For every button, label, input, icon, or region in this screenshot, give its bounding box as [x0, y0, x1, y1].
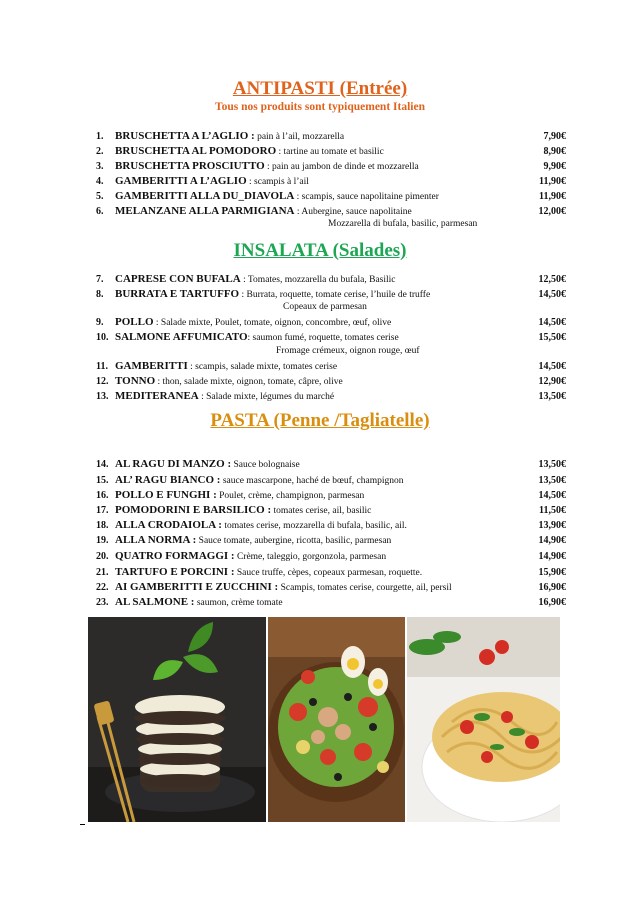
menu-item [96, 374, 566, 389]
menu-item-name [115, 389, 334, 405]
menu-item-price: 14,90€ [538, 535, 566, 546]
menu-item-name [115, 533, 391, 549]
menu-item-number: 16. [96, 490, 109, 501]
menu-item-price: 15,50€ [538, 332, 566, 343]
menu-item-description: Scampis, tomates cerise, courgette, ail, persil [278, 583, 452, 593]
menu-item-name [115, 473, 404, 489]
menu-item-number: 10. [96, 332, 109, 343]
menu-item-price: 11,90€ [539, 176, 566, 187]
menu-item-price: 13,90€ [538, 520, 566, 531]
menu-item-name [115, 374, 343, 390]
menu-item-description: : thon, salade mixte, oignon, tomate, câpre, olive [155, 377, 343, 387]
menu-item-description: : tartine au tomate et basilic [276, 147, 384, 157]
menu-item-description: : Burrata, roquette, tomate cerise, l’huile de truffe [239, 290, 431, 300]
menu-item [96, 473, 566, 488]
menu-item-price: 14,90€ [538, 551, 566, 562]
menu-item-description: Sauce bolognaise [231, 460, 300, 470]
menu-item-price: 14,50€ [538, 361, 566, 372]
menu-item-description: tomates cerise, ail, basilic [271, 506, 372, 516]
menu-item-description: : Salade mixte, Poulet, tomate, oignon, concombre, œuf, olive [153, 318, 392, 328]
menu-item-name [115, 565, 422, 581]
menu-item-name [115, 174, 309, 190]
eggplant-parmigiana-photo-icon [88, 617, 266, 822]
menu-item-name [115, 129, 344, 145]
menu-item-number: 3. [96, 161, 104, 172]
menu-item-description: : scampis, salade mixte, tomates cerise [187, 362, 338, 372]
menu-item-price: 11,50€ [539, 505, 566, 516]
menu-item-price: 8,90€ [543, 146, 566, 157]
menu-item-description: : Aubergine, sauce napolitaine [294, 207, 412, 217]
menu-item-number: 2. [96, 146, 104, 157]
menu-item-description: : Salade mixte, légumes du marché [198, 392, 335, 402]
menu-item-title: MELANZANE ALLA PARMIGIANA [115, 205, 295, 217]
menu-item-title: BURRATA E TARTUFFO [115, 288, 240, 300]
menu-item-name [115, 549, 386, 565]
menu-item-title: BRUSCHETTA A L’AGLIO : [115, 130, 255, 142]
menu-item-number: 17. [96, 505, 109, 516]
menu-item [96, 330, 566, 345]
menu-item-number: 23. [96, 597, 109, 608]
menu-item [96, 144, 566, 159]
insalata-item-10-continuation: Fromage crémeux, oignon rouge, œuf [276, 346, 420, 356]
menu-item-title: POLLO [115, 316, 154, 328]
menu-item-price: 15,90€ [538, 567, 566, 578]
menu-item-title: GAMBERITTI A L’AGLIO [115, 175, 247, 187]
menu-item [96, 503, 566, 518]
antipasti-item-6-continuation: Mozzarella di bufala, basilic, parmesan [328, 219, 478, 229]
menu-item-title: AL RAGU DI MANZO : [115, 458, 232, 470]
tagliatelle-pasta-photo-icon [407, 617, 560, 822]
menu-item-name [115, 272, 396, 288]
menu-item-title: POLLO E FUNGHI : [115, 489, 217, 501]
menu-item-name [115, 144, 384, 160]
menu-item-number: 8. [96, 289, 104, 300]
menu-item-price: 13,50€ [538, 391, 566, 402]
menu-item [96, 533, 566, 548]
menu-item-price: 14,50€ [538, 289, 566, 300]
menu-item-number: 5. [96, 191, 104, 202]
menu-item-name [115, 580, 452, 596]
menu-item-title: ALLA CRODAIOLA : [115, 519, 222, 531]
menu-item-description: pain à l’ail, mozzarella [254, 132, 345, 142]
antipasti-subtitle: Tous nos produits sont typiquement Italien [215, 101, 425, 113]
menu-item [96, 272, 566, 287]
menu-item-number: 14. [96, 459, 109, 470]
menu-item-title: QUATRO FORMAGGI : [115, 550, 235, 562]
menu-item-number: 7. [96, 274, 104, 285]
menu-item-price: 7,90€ [543, 131, 566, 142]
menu-item-title: BRUSCHETTA PROSCIUTTO [115, 160, 265, 172]
menu-item-price: 12,50€ [538, 274, 566, 285]
menu-item-title: POMODORINI E BARSILICO : [115, 504, 272, 516]
menu-item-description: Sauce truffe, cèpes, copeaux parmesan, roquette. [234, 568, 423, 578]
menu-item-description: : saumon fumé, roquette, tomates cerise [247, 333, 399, 343]
menu-item-number: 18. [96, 520, 109, 531]
menu-item-description: : scampis, sauce napolitaine pimenter [294, 192, 439, 202]
menu-item-title: GAMBERITTI ALLA DU_DIAVOLA [115, 190, 295, 202]
menu-item-number: 11. [96, 361, 108, 372]
insalata-title: INSALATA (Salades) [233, 240, 407, 261]
menu-item [96, 565, 566, 580]
menu-item-price: 14,50€ [538, 490, 566, 501]
menu-item [96, 488, 566, 503]
menu-item [96, 595, 566, 610]
menu-item-name [115, 189, 439, 205]
menu-item-number: 21. [96, 567, 109, 578]
menu-item [96, 457, 566, 472]
menu-item-number: 9. [96, 317, 104, 328]
menu-item-description: : Tomates, mozzarella du bufala, Basilic [240, 275, 396, 285]
menu-item-price: 12,00€ [538, 206, 566, 217]
menu-item-description: Crème, taleggio, gorgonzola, parmesan [234, 552, 387, 562]
menu-item-number: 15. [96, 475, 109, 486]
menu-item-title: BRUSCHETTA AL POMODORO [115, 145, 277, 157]
insalata-item-8-continuation: Copeaux de parmesan [283, 302, 367, 312]
menu-item-number: 12. [96, 376, 109, 387]
menu-item-number: 22. [96, 582, 109, 593]
menu-item [96, 518, 566, 533]
menu-item-title: AL SALMONE : [115, 596, 195, 608]
menu-item-number: 1. [96, 131, 104, 142]
menu-item [96, 174, 566, 189]
page-marker [80, 824, 85, 825]
menu-item-description: sauce mascarpone, haché de bœuf, champignon [220, 476, 404, 486]
menu-item-price: 14,50€ [538, 317, 566, 328]
menu-item-name [115, 287, 430, 303]
menu-item-title: TONNO [115, 375, 156, 387]
menu-item [96, 389, 566, 404]
menu-item-price: 11,90€ [539, 191, 566, 202]
menu-item-price: 12,90€ [538, 376, 566, 387]
menu-item-number: 19. [96, 535, 109, 546]
menu-item-description: : pain au jambon de dinde et mozzarella [264, 162, 419, 172]
menu-item-price: 16,90€ [538, 597, 566, 608]
menu-item [96, 129, 566, 144]
menu-item-price: 13,50€ [538, 475, 566, 486]
menu-item-title: GAMBERITTI [115, 360, 188, 372]
tuna-salad-photo-icon [268, 617, 405, 822]
menu-item-title: TARTUFO E PORCINI : [115, 566, 235, 578]
menu-item-title: CAPRESE CON BUFALA [115, 273, 241, 285]
menu-item-number: 13. [96, 391, 109, 402]
menu-item-number: 20. [96, 551, 109, 562]
menu-item-title: ALLA NORMA : [115, 534, 197, 546]
menu-item-name [115, 315, 391, 331]
menu-item-name [115, 488, 364, 504]
menu-item-name [115, 595, 283, 611]
menu-item-price: 16,90€ [538, 582, 566, 593]
menu-item-number: 6. [96, 206, 104, 217]
menu-item [96, 189, 566, 204]
menu-item-title: SALMONE AFFUMICATO [115, 331, 248, 343]
menu-item-name [115, 503, 371, 519]
menu-item-description: saumon, crème tomate [194, 598, 283, 608]
menu-item-title: AI GAMBERITTI E ZUCCHINI : [115, 581, 279, 593]
menu-item-title: AL’ RAGU BIANCO : [115, 474, 221, 486]
menu-item [96, 359, 566, 374]
menu-item-name [115, 359, 337, 375]
menu-item-name [115, 518, 407, 534]
menu-item [96, 580, 566, 595]
menu-item-price: 13,50€ [538, 459, 566, 470]
menu-item-price: 9,90€ [543, 161, 566, 172]
menu-item-description: tomates cerise, mozzarella di bufala, basilic, ail. [221, 521, 407, 531]
menu-item-description: : scampis à l’ail [246, 177, 309, 187]
menu-item [96, 549, 566, 564]
menu-item [96, 315, 566, 330]
menu-item [96, 159, 566, 174]
menu-item-number: 4. [96, 176, 104, 187]
menu-item-description: Sauce tomate, aubergine, ricotta, basilic, parmesan [196, 536, 392, 546]
menu-item-name [115, 457, 300, 473]
menu-item-name [115, 159, 419, 175]
menu-item-title: MEDITERANEA [115, 390, 199, 402]
pasta-title: PASTA (Penne /Tagliatelle) [210, 410, 430, 431]
menu-item-description: Poulet, crème, champignon, parmesan [216, 491, 365, 501]
antipasti-title: ANTIPASTI (Entrée) [232, 78, 408, 99]
